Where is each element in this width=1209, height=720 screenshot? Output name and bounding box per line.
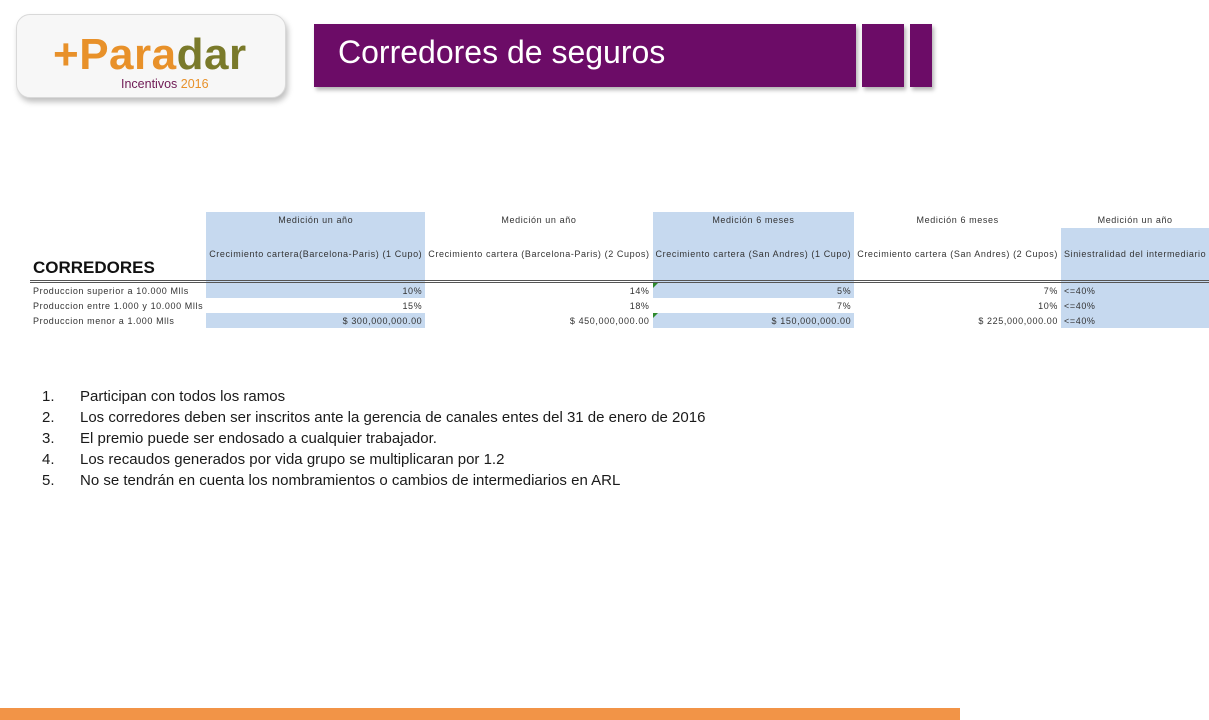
conditions-list <box>42 386 705 491</box>
incentive-table <box>30 212 1209 328</box>
table-cell: 7% <box>1043 285 1058 296</box>
table-cell: 10% <box>1038 300 1058 311</box>
footer-accent-bar <box>0 708 960 720</box>
table-cell: 14% <box>629 285 650 296</box>
table-row <box>30 313 1209 328</box>
table-cell: $ 450,000,000.00 <box>569 315 650 326</box>
list-text: El premio puede ser endosado a cualquier trabajador. <box>80 430 437 447</box>
row-label: Produccion superior a 10.000 Mlls <box>33 285 189 296</box>
incentive-grid <box>30 212 1209 328</box>
list-text: Los recaudos generados por vida grupo se multiplicaran por 1.2 <box>80 451 505 468</box>
table-cell: <=40% <box>1061 298 1209 313</box>
list-item <box>42 407 705 428</box>
banner-decor-block <box>910 24 932 87</box>
list-item <box>42 470 705 491</box>
criteria-header: Siniestralidad del intermediario <box>1061 228 1209 282</box>
list-text: Participan con todos los ramos <box>80 388 286 405</box>
table-cell: $ 225,000,000.00 <box>978 315 1058 326</box>
table-cell: 5% <box>653 282 855 299</box>
section-label: CORREDORES <box>33 258 155 277</box>
logo-plus-sign: + <box>53 30 80 79</box>
table-cell: $ 150,000,000.00 <box>653 313 855 328</box>
list-number: 5. <box>42 472 55 489</box>
page-title: Corredores de seguros <box>338 34 666 70</box>
list-item <box>42 386 705 407</box>
table-cell: 10% <box>206 282 425 299</box>
logo <box>16 14 286 98</box>
header-empty-cell <box>30 212 206 228</box>
logo-brand-part-b: dar <box>176 30 247 79</box>
row-label: Produccion menor a 1.000 Mlls <box>33 315 175 326</box>
logo-brand-part-a: Para <box>79 30 177 79</box>
table-cell: 15% <box>402 300 423 311</box>
criteria-header: Crecimiento cartera (Barcelona-Paris) (2 Cupos) <box>428 249 650 259</box>
list-number: 3. <box>42 430 55 447</box>
table-cell: $ 300,000,000.00 <box>206 313 425 328</box>
measurement-header-row <box>30 212 1209 228</box>
logo-year: 2016 <box>180 77 209 91</box>
list-item <box>42 449 705 470</box>
row-label: Produccion entre 1.000 y 10.000 Mlls <box>33 300 204 311</box>
criteria-header: Crecimiento cartera (San Andres) (1 Cupo) <box>653 228 855 282</box>
table-cell: <=40% <box>1061 313 1209 328</box>
list-text: No se tendrán en cuenta los nombramientos o cambios de intermediarios en ARL <box>80 472 621 489</box>
measurement-header: Medición 6 meses <box>916 215 999 225</box>
table-cell: <=40% <box>1061 282 1209 299</box>
criteria-header: Crecimiento cartera(Barcelona-Paris) (1 Cupo) <box>206 228 425 282</box>
list-number: 2. <box>42 409 55 426</box>
measurement-header: Medición 6 meses <box>653 212 855 228</box>
measurement-header: Medición un año <box>1097 215 1173 225</box>
list-number: 4. <box>42 451 55 468</box>
criteria-header: Crecimiento cartera (San Andres) (2 Cupos) <box>857 249 1058 259</box>
table-cell: 18% <box>629 300 650 311</box>
measurement-header: Medición un año <box>206 212 425 228</box>
banner-decor-block <box>862 24 904 87</box>
table-cell: 7% <box>837 300 852 311</box>
list-number: 1. <box>42 388 55 405</box>
table-row <box>30 282 1209 299</box>
list-text: Los corredores deben ser inscritos ante la gerencia de canales entes del 31 de enero de 2016 <box>80 409 706 426</box>
title-banner <box>314 24 856 87</box>
table-row <box>30 298 1209 313</box>
logo-subtitle-text: Incentivos <box>121 77 178 91</box>
logo-wordmark <box>53 31 247 79</box>
list-item <box>42 428 705 449</box>
measurement-header: Medición un año <box>501 215 577 225</box>
logo-subtitle <box>121 77 209 91</box>
criteria-header-row <box>30 228 1209 282</box>
